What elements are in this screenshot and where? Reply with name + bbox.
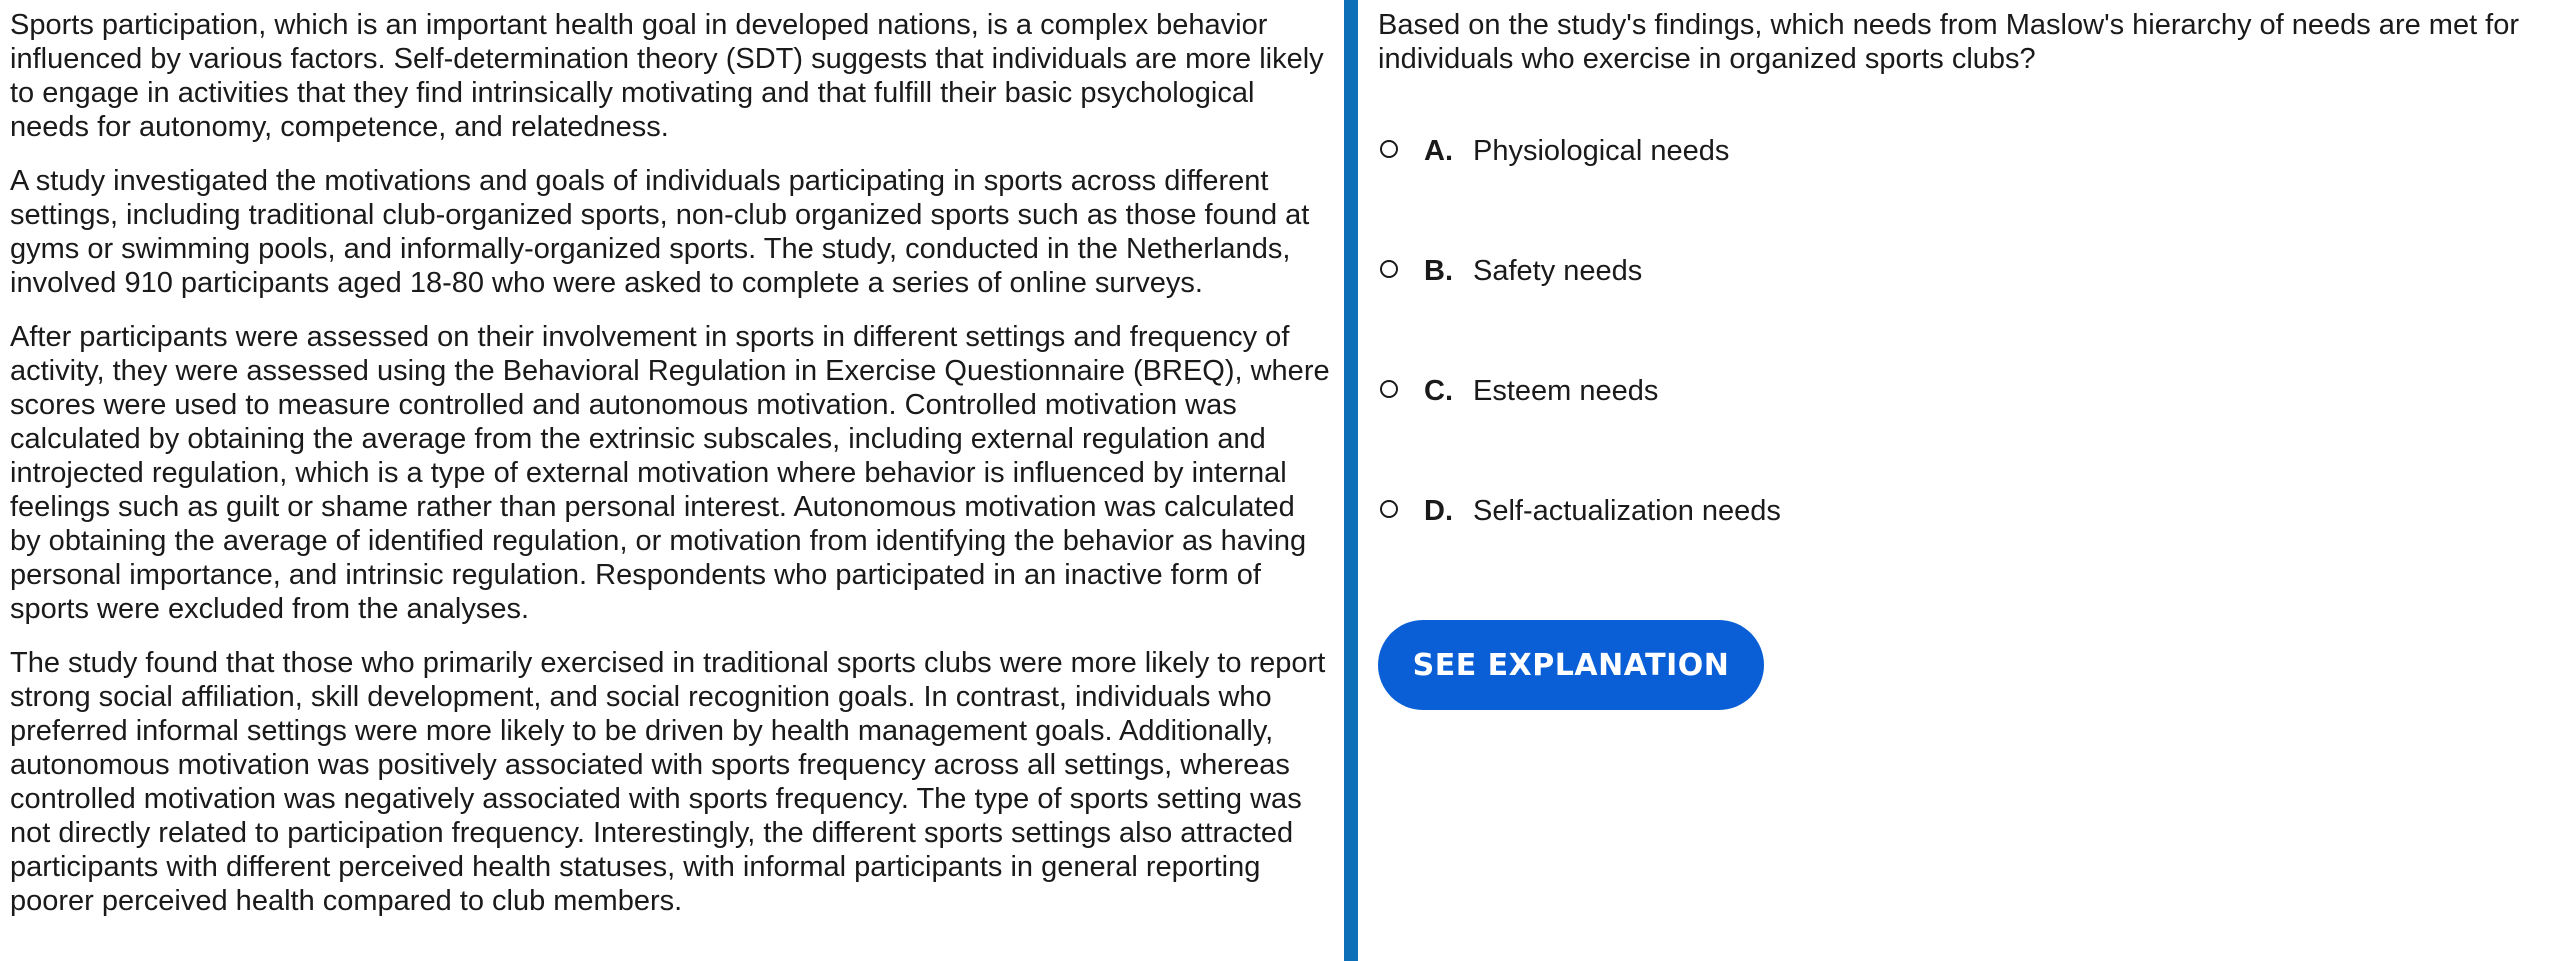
question-stem-line: individuals who exercise in organized sports clubs? <box>1378 43 2036 75</box>
choice-c[interactable] <box>1380 371 1658 411</box>
radio-button[interactable] <box>1380 140 1398 158</box>
radio-button[interactable] <box>1380 500 1398 518</box>
choice-letter: D. <box>1424 495 1453 527</box>
radio-button[interactable] <box>1380 260 1398 278</box>
choice-text: Physiological needs <box>1473 135 1730 167</box>
passage-paragraph: A study investigated the motivations and goals of individuals participating in sports across different settings, including traditional club-organized sports, non-club organized sports such as those found at gyms or swimming pools, and informally-organized sports. The study, conducted in the Netherlands, involved 910 participants aged 18-80 who were asked to complete a series of online surveys. <box>10 165 1310 299</box>
see-explanation-button[interactable]: SEE EXPLANATION <box>1378 620 1764 710</box>
choice-text: Safety needs <box>1473 255 1643 287</box>
question-stem <box>1378 8 2559 76</box>
question-stem-line: Based on the study's findings, which needs from Maslow's hierarchy of needs are met for <box>1378 9 2520 41</box>
pane-divider[interactable] <box>1344 0 1358 961</box>
passage-paragraph: Sports participation, which is an important health goal in developed nations, is a complex behavior influenced by various factors. Self-determination theory (SDT) suggests that individuals are more likely to engage in activities that they find intrinsically motivating and that fulfill their basic psychological needs for autonomy, competence, and relatedness. <box>10 9 1324 143</box>
passage-paragraph: After participants were assessed on their involvement in sports in different settings and frequency of activity, they were assessed using the Behavioral Regulation in Exercise Questionnaire (BREQ), where scores were used to measure controlled and autonomous motivation. Controlled motivation was calculated by obtaining the average from the extrinsic subscales, including external regulation and introjected regulation, which is a type of external motivation where behavior is influenced by internal feelings such as guilt or shame rather than personal interest. Autonomous motivation was calculated by obtaining the average of identified regulation, or motivation from identifying the behavior as having personal importance, and intrinsic regulation. Respondents who participated in an inactive form of sports were excluded from the analyses. <box>10 321 1330 625</box>
choice-text: Esteem needs <box>1473 375 1659 407</box>
passage-pane <box>10 8 1330 938</box>
passage-paragraph: The study found that those who primarily exercised in traditional sports clubs were more likely to report strong social affiliation, skill development, and social recognition goals. In contrast, individuals who preferred informal settings were more likely to be driven by health management goals. Additionally, autonomous motivation was positively associated with sports frequency across all settings, whereas controlled motivation was negatively associated with sports frequency. The type of sports setting was not directly related to participation frequency. Interestingly, the different sports settings also attracted participants with different perceived health statuses, with informal participants in general reporting poorer perceived health compared to club members. <box>10 647 1326 917</box>
choice-a[interactable] <box>1380 131 1729 171</box>
choice-letter: A. <box>1424 135 1453 167</box>
choice-text: Self-actualization needs <box>1473 495 1781 527</box>
radio-button[interactable] <box>1380 380 1398 398</box>
question-pane <box>1378 8 2559 683</box>
choice-letter: C. <box>1424 375 1453 407</box>
choice-d[interactable] <box>1380 491 1781 531</box>
choice-letter: B. <box>1424 255 1453 287</box>
choice-b[interactable] <box>1380 251 1642 291</box>
